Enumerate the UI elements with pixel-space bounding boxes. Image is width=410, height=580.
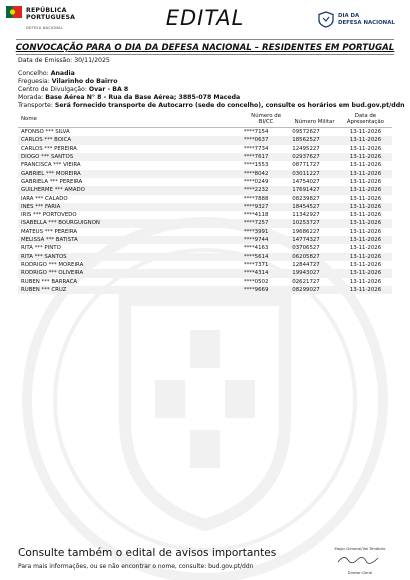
cell-military-number: 19686227 xyxy=(292,228,320,235)
cell-name: IRIS *** PORTOVEDO xyxy=(21,212,77,219)
cell-name: ISABELLA *** BOURGUIGNON xyxy=(21,220,100,227)
info-value: Vilarinho do Bairro xyxy=(51,78,118,85)
cell-presentation-date: 13-11-2026 xyxy=(349,129,382,136)
cell-name: MATEUS *** PEREIRA xyxy=(21,228,78,235)
table-row xyxy=(18,244,392,252)
table-row xyxy=(18,228,392,236)
cell-military-number: 10253727 xyxy=(292,220,320,227)
table-row xyxy=(18,195,392,203)
info-value: Ovar - BA 8 xyxy=(88,86,129,93)
convocation-table xyxy=(18,114,392,294)
cell-bi-cc: ****1553 xyxy=(243,162,269,169)
cell-bi-cc: ****7154 xyxy=(243,129,269,136)
cell-military-number: 09572627 xyxy=(292,129,320,136)
table-header-row xyxy=(18,114,392,128)
cell-name: CARLOS *** PEREIRA xyxy=(21,145,77,152)
emission-date xyxy=(18,57,110,64)
cell-name: RODRIGO *** OLIVEIRA xyxy=(21,270,84,277)
dia-defesa-nacional-logo xyxy=(318,10,402,32)
logo-line-2: PORTUGUESA xyxy=(26,14,76,21)
table-row xyxy=(18,153,392,161)
cell-presentation-date: 13-11-2026 xyxy=(349,178,382,185)
header-divider xyxy=(16,39,394,40)
cell-presentation-date: 13-11-2026 xyxy=(349,162,382,169)
cell-presentation-date: 13-11-2026 xyxy=(349,253,382,260)
location-info xyxy=(18,70,405,110)
emission-label: Data de Emissão: xyxy=(18,57,73,64)
cell-presentation-date: 13-11-2026 xyxy=(349,261,382,268)
header-bi-cc: Número de BI/CC xyxy=(242,114,290,128)
cell-name: RITA *** PINTO xyxy=(21,245,61,252)
cell-presentation-date: 13-11-2026 xyxy=(349,237,382,244)
cell-presentation-date: 13-11-2026 xyxy=(349,203,382,210)
cell-bi-cc: ****0637 xyxy=(243,137,269,144)
cell-military-number: 02621727 xyxy=(292,278,320,285)
page-title: EDITAL xyxy=(165,6,245,30)
info-label: Morada: xyxy=(18,94,44,101)
cell-name: DIOGO *** SANTOS xyxy=(21,154,74,161)
table-row xyxy=(18,286,392,294)
info-concelho xyxy=(18,70,405,78)
shield-icon xyxy=(318,11,334,28)
table-row xyxy=(18,236,392,244)
ddn-line-1: DIA DA xyxy=(338,13,360,19)
cell-presentation-date: 13-11-2026 xyxy=(349,212,382,219)
cell-bi-cc: ****9327 xyxy=(243,203,269,210)
table-row xyxy=(18,211,392,219)
table-row xyxy=(18,128,392,137)
handwritten-signature xyxy=(330,552,390,566)
cell-presentation-date: 13-11-2026 xyxy=(349,170,382,177)
cell-military-number: 18454527 xyxy=(292,203,320,210)
cell-military-number: 18562527 xyxy=(292,137,320,144)
footer-title: Consulte também o edital de avisos importantes xyxy=(18,547,277,559)
table-row xyxy=(18,178,392,186)
cell-presentation-date: 13-11-2026 xyxy=(349,154,382,161)
signer-role-top: Major-General/Vai Tenâbiro xyxy=(334,546,386,551)
info-label: Freguesia: xyxy=(18,78,50,85)
table-row xyxy=(18,170,392,178)
cell-bi-cc: ****7888 xyxy=(243,195,269,202)
cell-name: RUBEN *** CRUZ xyxy=(21,286,67,293)
cell-military-number: 03011227 xyxy=(292,170,320,177)
cell-bi-cc: ****7734 xyxy=(243,145,269,152)
signer-role-bottom: Diretor-Geral xyxy=(347,570,373,575)
cell-name: RODRIGO *** MOREIRA xyxy=(21,261,84,268)
cell-presentation-date: 13-11-2026 xyxy=(349,220,382,227)
cell-bi-cc: ****9669 xyxy=(243,286,269,293)
ddn-line-2: DEFESA NACIONAL xyxy=(338,20,395,26)
cell-name: RITA *** SANTOS xyxy=(21,253,67,260)
header-presentation-date: Data de Apresentação xyxy=(339,114,392,128)
cell-presentation-date: 13-11-2026 xyxy=(349,137,382,144)
header-name: Nome xyxy=(18,114,242,128)
cell-bi-cc: ****2232 xyxy=(243,187,269,194)
cell-name: GUILHERME *** AMADO xyxy=(21,187,85,194)
cell-presentation-date: 13-11-2026 xyxy=(349,270,382,277)
cell-name: IARA *** CALADO xyxy=(21,195,68,202)
cell-military-number: 12844727 xyxy=(292,261,320,268)
cell-military-number: 11342927 xyxy=(292,212,320,219)
info-centro xyxy=(18,86,405,94)
cell-military-number: 17691427 xyxy=(292,187,320,194)
cell-bi-cc: ****3991 xyxy=(243,228,269,235)
header-military-number: Número Militar xyxy=(290,114,339,128)
header xyxy=(0,0,410,40)
cell-military-number: 06205827 xyxy=(292,253,320,260)
logo-line-3: DEFESA NACIONAL xyxy=(26,26,63,30)
table-row xyxy=(18,161,392,169)
cell-military-number: 08239827 xyxy=(292,195,320,202)
cell-name: GABRIEL *** MOREIRA xyxy=(21,170,81,177)
footer-subtitle: Para mais informações, ou se não encontrar o nome, consulte: bud.gov.pt/ddn xyxy=(18,563,254,570)
info-value: Anadia xyxy=(50,70,75,77)
emission-value: 30/11/2025 xyxy=(74,57,110,64)
cell-name: INES *** FARIA xyxy=(21,203,61,210)
cell-presentation-date: 13-11-2026 xyxy=(349,145,382,152)
info-label: Concelho: xyxy=(18,70,49,77)
table-row xyxy=(18,253,392,261)
subtitle-divider xyxy=(16,54,394,55)
cell-bi-cc: ****7371 xyxy=(243,261,269,268)
cell-presentation-date: 13-11-2026 xyxy=(349,278,382,285)
info-value: Base Aérea N° 8 - Rua da Base Aérea; 3885-078 Maceda xyxy=(45,94,241,101)
cell-presentation-date: 13-11-2026 xyxy=(349,245,382,252)
info-label: Centro de Divulgação: xyxy=(18,86,87,93)
cell-military-number: 08771727 xyxy=(292,162,320,169)
cell-presentation-date: 13-11-2026 xyxy=(349,286,382,293)
cell-military-number: 03706527 xyxy=(292,245,320,252)
cell-name: CARLOS *** BOICA xyxy=(21,137,72,144)
convocation-subtitle: CONVOCAÇÃO PARA O DIA DA DEFESA NACIONAL – RESIDENTES EM PORTUGAL xyxy=(15,43,395,53)
cell-bi-cc: ****0502 xyxy=(243,278,269,285)
logo-line-1: REPÚBLICA xyxy=(26,7,67,14)
info-value: Será fornecido transporte de Autocarro (sede do concelho), consulte os horários em bud.gov.pt/ddn xyxy=(54,102,405,109)
info-label: Transporte: xyxy=(18,102,53,109)
cell-military-number: 02937627 xyxy=(292,154,320,161)
table-row xyxy=(18,269,392,277)
cell-bi-cc: ****4118 xyxy=(243,212,269,219)
cell-name: RUBEN *** BARRACA xyxy=(21,278,78,285)
cell-bi-cc: ****7617 xyxy=(243,154,269,161)
table-body xyxy=(18,128,392,294)
table-row xyxy=(18,186,392,194)
cell-name: GABRIELA *** PEREIRA xyxy=(21,178,83,185)
cell-bi-cc: ****8042 xyxy=(243,170,269,177)
info-transporte xyxy=(18,102,405,110)
cell-bi-cc: ****4314 xyxy=(243,270,269,277)
cell-military-number: 08299027 xyxy=(292,286,320,293)
cell-name: FRANCISCA *** VIEIRA xyxy=(21,162,81,169)
cell-bi-cc: ****5614 xyxy=(243,253,269,260)
cell-presentation-date: 13-11-2026 xyxy=(349,228,382,235)
cell-military-number: 19943027 xyxy=(292,270,320,277)
table-row xyxy=(18,136,392,144)
table-row xyxy=(18,261,392,269)
cell-military-number: 14774327 xyxy=(292,237,320,244)
cell-military-number: 12495227 xyxy=(292,145,320,152)
info-morada xyxy=(18,94,405,102)
signature-block xyxy=(330,546,390,576)
cell-name: MELISSA *** BATISTA xyxy=(21,237,78,244)
cell-bi-cc: ****7257 xyxy=(243,220,269,227)
info-freguesia xyxy=(18,78,405,86)
cell-presentation-date: 13-11-2026 xyxy=(349,187,382,194)
cell-bi-cc: ****4163 xyxy=(243,245,269,252)
cell-bi-cc: ****0249 xyxy=(243,178,269,185)
cell-military-number: 14754027 xyxy=(292,178,320,185)
cell-name: AFONSO *** SILVA xyxy=(21,129,70,136)
cell-bi-cc: ****9744 xyxy=(243,237,269,244)
table-row xyxy=(18,219,392,227)
table-row xyxy=(18,145,392,153)
table-row xyxy=(18,278,392,286)
table-row xyxy=(18,203,392,211)
cell-presentation-date: 13-11-2026 xyxy=(349,195,382,202)
